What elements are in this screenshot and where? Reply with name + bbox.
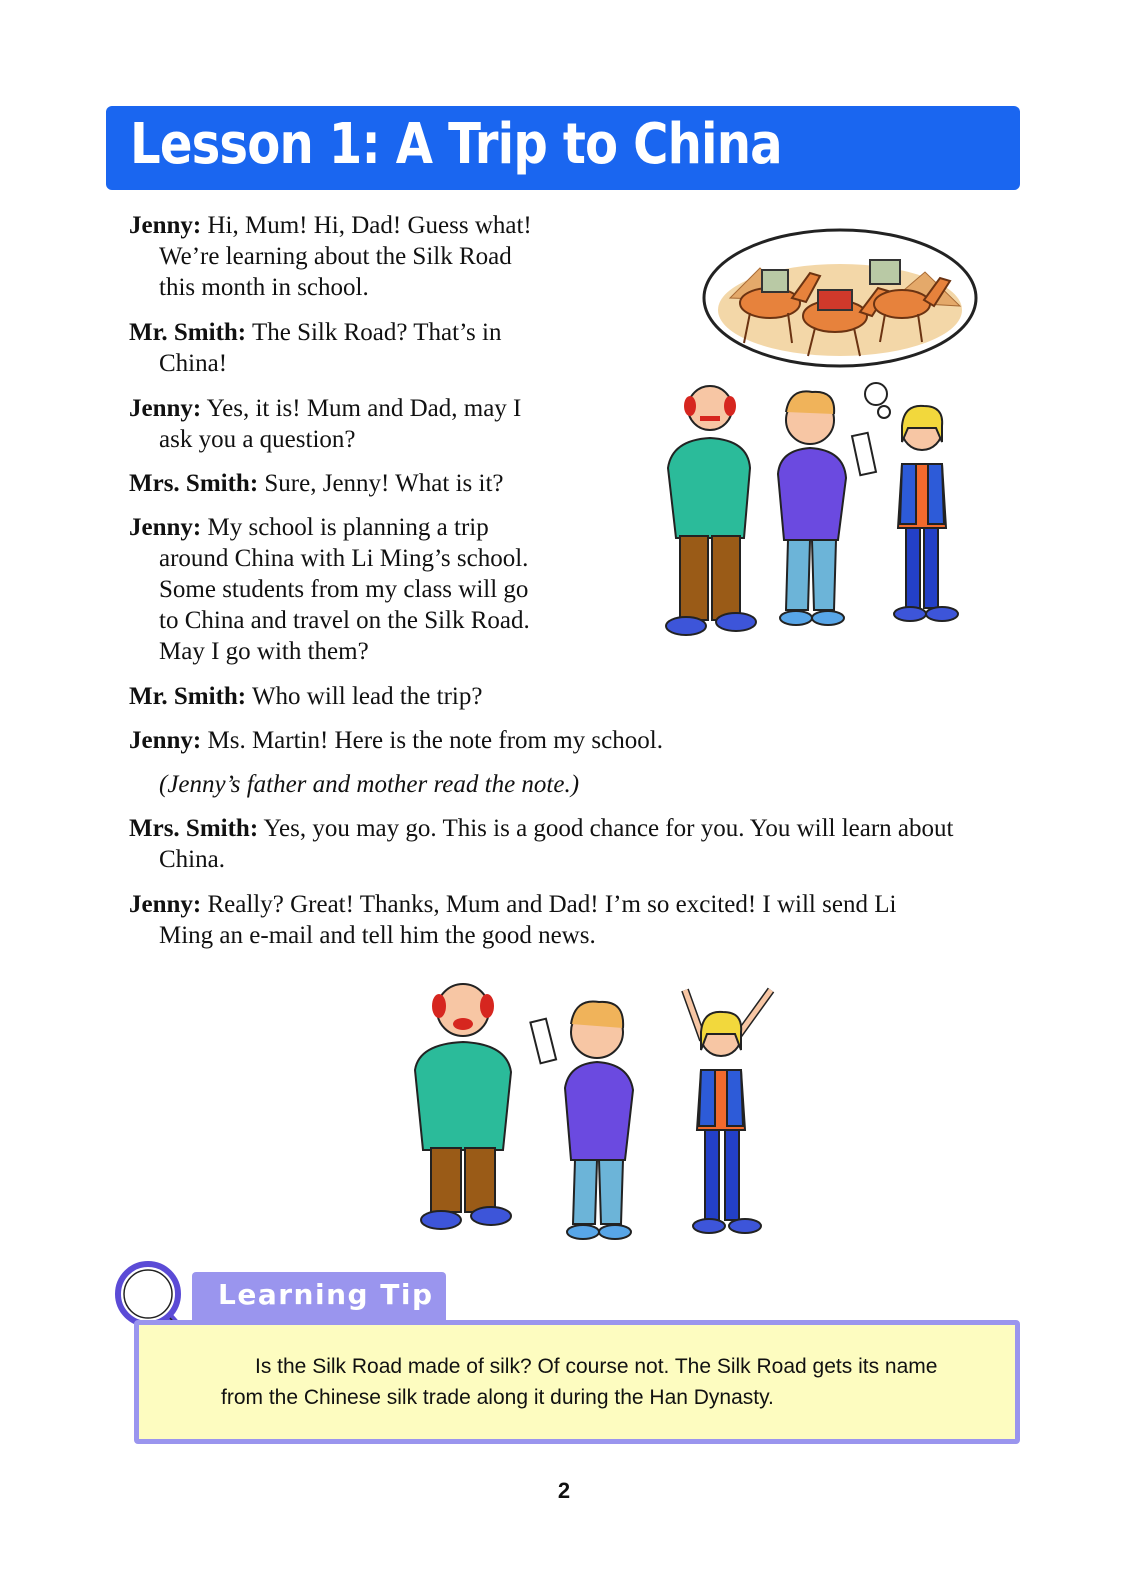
dialogue-turn-2	[129, 317, 501, 379]
speaker-name: Jenny:	[129, 891, 202, 918]
learning-tip-label: Learning Tip	[218, 1278, 434, 1311]
dialogue-line: May I go with them?	[159, 638, 369, 665]
speaker-name: Jenny:	[129, 514, 202, 541]
family-celebrating-illustration	[385, 960, 825, 1260]
dialogue-line: China!	[159, 350, 228, 377]
dialogue-line: China.	[159, 846, 225, 873]
speaker-name: Mr. Smith:	[129, 319, 247, 346]
father-figure	[666, 386, 756, 635]
dialogue-turn-1	[129, 210, 532, 303]
dialogue-turn-4	[129, 468, 503, 499]
dialogue-line: Who will lead the trip?	[251, 683, 483, 710]
speaker-name: Jenny:	[129, 395, 202, 422]
dialogue-line: Ms. Martin! Here is the note from my school.	[207, 727, 663, 754]
lesson-title: Lesson 1: A Trip to China	[130, 112, 782, 177]
mother-figure	[778, 391, 846, 625]
dialogue-line: We’re learning about the Silk Road	[159, 243, 512, 270]
dialogue-line: this month in school.	[159, 274, 369, 301]
learning-tip-box	[134, 1320, 1020, 1444]
dialogue-line: Yes, it is! Mum and Dad, may I	[206, 395, 522, 422]
dialogue-line: The Silk Road? That’s in	[251, 319, 502, 346]
dialogue-line: Really? Great! Thanks, Mum and Dad! I’m so excited! I will send Li	[207, 891, 897, 918]
learning-tip-text	[221, 1351, 1011, 1413]
dialogue-turn-3	[129, 393, 521, 455]
learning-tip-line: Is the Silk Road made of silk? Of course not. The Silk Road gets its name	[255, 1355, 938, 1378]
father-figure	[415, 984, 556, 1229]
dialogue-line: Some students from my class will go	[159, 576, 529, 603]
mother-figure	[565, 1001, 633, 1239]
dialogue-line: Ming an e-mail and tell him the good news.	[159, 922, 596, 949]
dialogue-line: My school is planning a trip	[207, 514, 489, 541]
dialogue-turn-7	[129, 725, 663, 756]
learning-tip-line: from the Chinese silk trade along it during the Han Dynasty.	[221, 1386, 774, 1409]
dialogue-line: Sure, Jenny! What is it?	[264, 470, 504, 497]
dialogue-line: Hi, Mum! Hi, Dad! Guess what!	[207, 212, 532, 239]
dialogue-turn-5	[129, 512, 530, 667]
page-number: 2	[557, 1478, 571, 1503]
dialogue-turn-9	[129, 889, 896, 951]
lesson-title-bar	[106, 106, 1020, 190]
dialogue-line: Yes, you may go. This is a good chance for you. You will learn about	[263, 815, 954, 842]
speaker-name: Jenny:	[129, 212, 202, 239]
dialogue-turn-6	[129, 681, 482, 712]
speaker-name: Jenny:	[129, 727, 202, 754]
jenny-figure	[852, 406, 958, 621]
jenny-figure	[685, 990, 771, 1233]
speaker-name: Mr. Smith:	[129, 683, 247, 710]
stage-direction: (Jenny’s father and mother read the note.)	[159, 771, 580, 798]
dialogue-line: around China with Li Ming’s school.	[159, 545, 529, 572]
dialogue-turn-8	[129, 813, 953, 875]
learning-tip-tab	[192, 1272, 446, 1320]
family-silk-road-illustration	[640, 228, 1020, 658]
dialogue-line: ask you a question?	[159, 426, 356, 453]
dialogue-line: to China and travel on the Silk Road.	[159, 607, 530, 634]
speaker-name: Mrs. Smith:	[129, 470, 259, 497]
speaker-name: Mrs. Smith:	[129, 815, 259, 842]
